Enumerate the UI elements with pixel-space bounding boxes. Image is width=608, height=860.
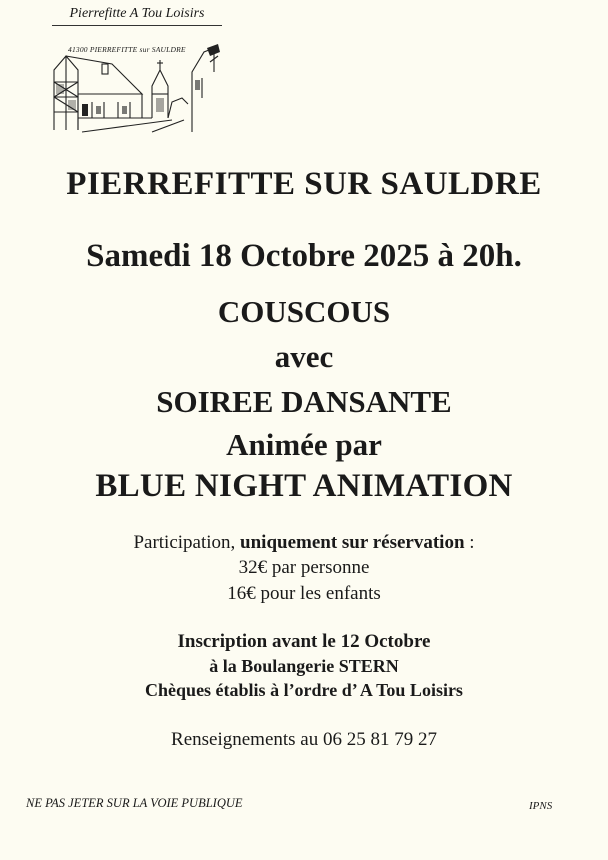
town-title: PIERREFITTE SUR SAULDRE (66, 166, 542, 202)
registration-place: à la Boulangerie STERN (209, 656, 399, 676)
with-text: avec (274, 339, 334, 374)
cheque-instructions: Chèques établis à l’ordre d’ A Tou Loisirs (145, 680, 463, 700)
info-phone: Renseignements au 06 25 81 79 27 (171, 729, 437, 750)
dish-name: COUSCOUS (217, 294, 391, 329)
event-date: Samedi 18 Octobre 2025 à 20h. (86, 238, 522, 274)
participation-line (0, 532, 608, 554)
footer-ipns: IPNS (529, 800, 553, 812)
participation-intro: Participation, (133, 532, 241, 553)
association-name: Pierrefitte A Tou Loisirs (52, 6, 222, 26)
band-name: BLUE NIGHT ANIMATION (95, 468, 513, 504)
logo-caption: 41300 PIERREFITTE sur SAULDRE (68, 45, 186, 54)
village-sketch-logo (52, 42, 224, 134)
header (52, 6, 222, 26)
footer-notice: NE PAS JETER SUR LA VOIE PUBLIQUE (26, 796, 243, 810)
adult-price: 32€ par personne (238, 557, 370, 578)
soiree-title: SOIREE DANSANTE (156, 384, 452, 419)
child-price: 16€ pour les enfants (227, 583, 381, 604)
animated-by-text: Animée par (226, 427, 382, 462)
registration-deadline: Inscription avant le 12 Octobre (177, 631, 431, 652)
reservation-only: uniquement sur réservation (240, 532, 465, 553)
participation-colon: : (464, 532, 475, 553)
